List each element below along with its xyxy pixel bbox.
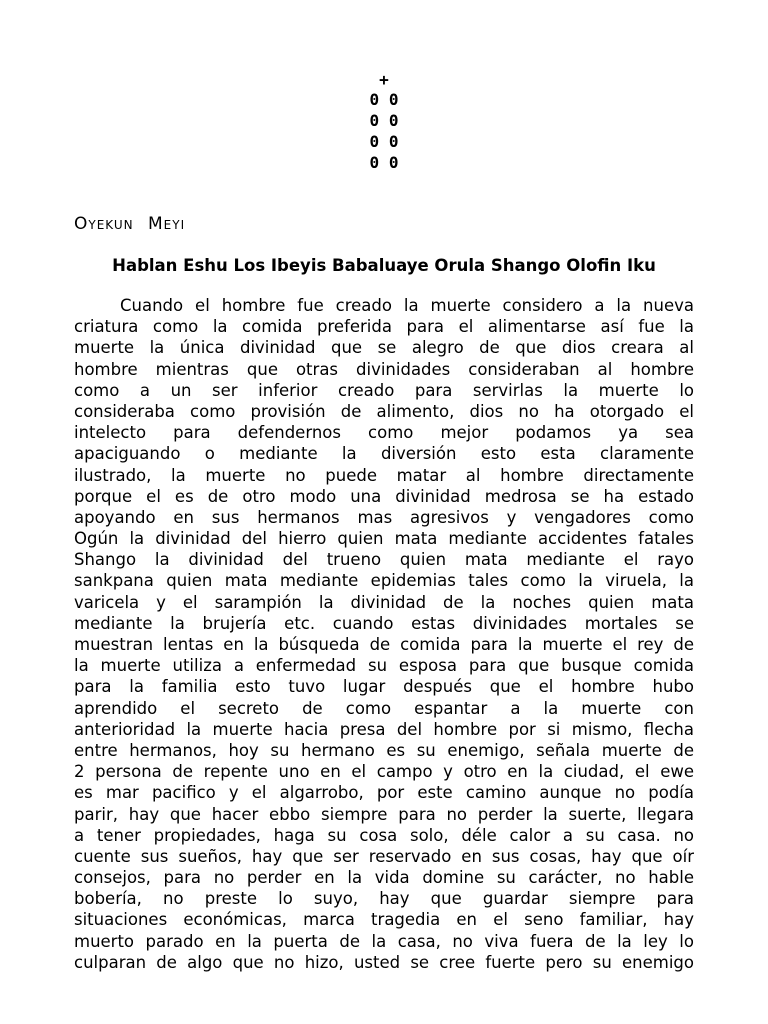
body-line: Ogún la divinidad del hierro quien mata mediante accidentes fatales xyxy=(74,529,694,549)
body-line: situaciones económicas, marca tragedia en el seno familiar, hay xyxy=(74,910,694,930)
sign-row: 0 0 xyxy=(369,132,399,151)
body-line: es mar pacifico y el algarrobo, por este camino aunque no podía xyxy=(74,783,694,803)
body-line: apaciguando o mediante la diversión esto esta claramente xyxy=(74,444,694,464)
sign-row: 0 0 xyxy=(369,153,399,172)
body-line: hombre mientras que otras divinidades consideraban al hombre xyxy=(74,359,694,379)
body-line: 2 persona de repente uno en el campo y otro en la ciudad, el ewe xyxy=(74,762,694,782)
body-line: aprendido el secreto de como espantar a la muerte con xyxy=(74,698,694,718)
sign-row: 0 0 xyxy=(369,90,399,109)
body-line: muestran lentas en la búsqueda de comida para la muerte el rey de xyxy=(74,635,694,654)
odu-title: Oyekun Meyi xyxy=(74,214,186,234)
body-line: la muerte utiliza a enfermedad su esposa para que busque comida xyxy=(74,656,694,676)
body-line: varicela y el sarampión la divinidad de la noches quien mata xyxy=(74,592,694,612)
body-line: apoyando en sus hermanos mas agresivos y vengadores como xyxy=(74,507,694,527)
body-line: criatura como la comida preferida para el alimentarse así fue la xyxy=(74,317,694,337)
body-line: parir, hay que hacer ebbo siempre para no perder la suerte, llegara xyxy=(74,804,694,824)
body-line: porque el es de otro modo una divinidad medrosa se ha estado xyxy=(74,486,694,506)
body-line: a tener propiedades, haga su cosa solo, déle calor a su casa. no xyxy=(74,825,694,845)
body-line: culparan de algo que no hizo, usted se cree fuerte pero su enemigo xyxy=(74,952,694,972)
body-line: consejos, para no perder en la vida domine su carácter, no hable xyxy=(74,868,694,888)
body-line: muerte la única divinidad que se alegro de que dios creara al xyxy=(74,338,694,358)
body-line: intelecto para defendernos como mejor podamos ya sea xyxy=(74,423,694,443)
sign-row: 0 0 xyxy=(369,111,399,130)
body-line: muerto parado en la puerta de la casa, no viva fuera de la ley lo xyxy=(74,931,694,951)
subtitle: Hablan Eshu Los Ibeyis Babaluaye Orula Shango Olofin Iku xyxy=(112,256,656,275)
body-line: mediante la brujería etc. cuando estas divinidades mortales se xyxy=(74,613,694,633)
odu-sign xyxy=(334,70,434,173)
body-line: sankpana quien mata mediante epidemias tales como la viruela, la xyxy=(74,571,694,591)
body-line: ilustrado, la muerte no puede matar al hombre directamente xyxy=(74,465,694,485)
sign-top-mark: + xyxy=(379,70,389,89)
body-line: cuente sus sueños, hay que ser reservado en sus cosas, hay que oír xyxy=(74,846,694,866)
body-line: como a un ser inferior creado para servirlas la muerte lo xyxy=(74,380,694,400)
body-paragraph xyxy=(74,295,694,973)
body-line: Shango la divinidad del trueno quien mata mediante el rayo xyxy=(74,550,694,570)
body-line: consideraba como provisión de alimento, dios no ha otorgado el xyxy=(74,401,694,421)
body-line: entre hermanos, hoy su hermano es su enemigo, señala muerte de xyxy=(74,740,694,760)
body-line: bobería, no preste lo suyo, hay que guardar siempre para xyxy=(74,889,694,909)
body-line: anterioridad la muerte hacia presa del hombre por si mismo, flecha xyxy=(74,719,694,739)
body-line: Cuando el hombre fue creado la muerte considero a la nueva xyxy=(120,296,694,315)
body-line: para la familia esto tuvo lugar después que el hombre hubo xyxy=(74,677,694,697)
